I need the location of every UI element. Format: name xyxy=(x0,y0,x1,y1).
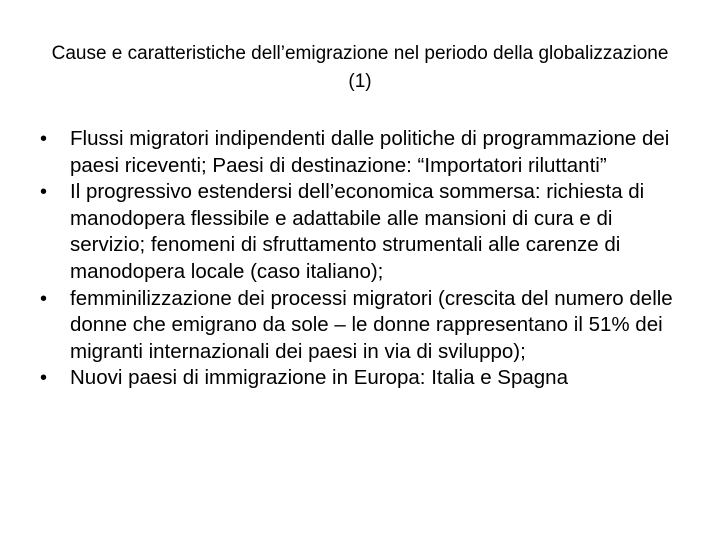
bullet-text: Flussi migratori indipendenti dalle politiche di programmazione dei paesi riceventi; Paesi di destinazione: “Importatori riluttanti” xyxy=(70,127,670,177)
bullet-icon: • xyxy=(40,181,48,204)
bullet-text: femminilizzazione dei processi migratori (crescita del numero delle donne che emigrano da sole – le donne rappresentano il 51% dei migranti internazionali dei paesi in via di sviluppo); xyxy=(70,286,673,363)
bullet-icon: • xyxy=(40,287,48,310)
bullet-item xyxy=(30,179,690,285)
bullet-item xyxy=(30,126,690,179)
bullet-item xyxy=(30,286,690,366)
bullet-text: Il progressivo estendersi dell’economica sommersa: richiesta di manodopera flessibile e adattabile alle mansioni di cura e di servizio; fenomeni di sfruttamento strumentali alle carenze di manodopera locale (caso italiano); xyxy=(70,180,645,283)
bullet-icon: • xyxy=(40,367,48,390)
bullet-item xyxy=(30,365,690,392)
bullet-list xyxy=(30,126,690,392)
bullet-text: Nuovi paesi di immigrazione in Europa: Italia e Spagna xyxy=(70,366,568,390)
bullet-icon: • xyxy=(40,128,48,150)
slide-title: Cause e caratteristiche dell’emigrazione nel periodo della globalizzazione (1) xyxy=(51,43,669,92)
